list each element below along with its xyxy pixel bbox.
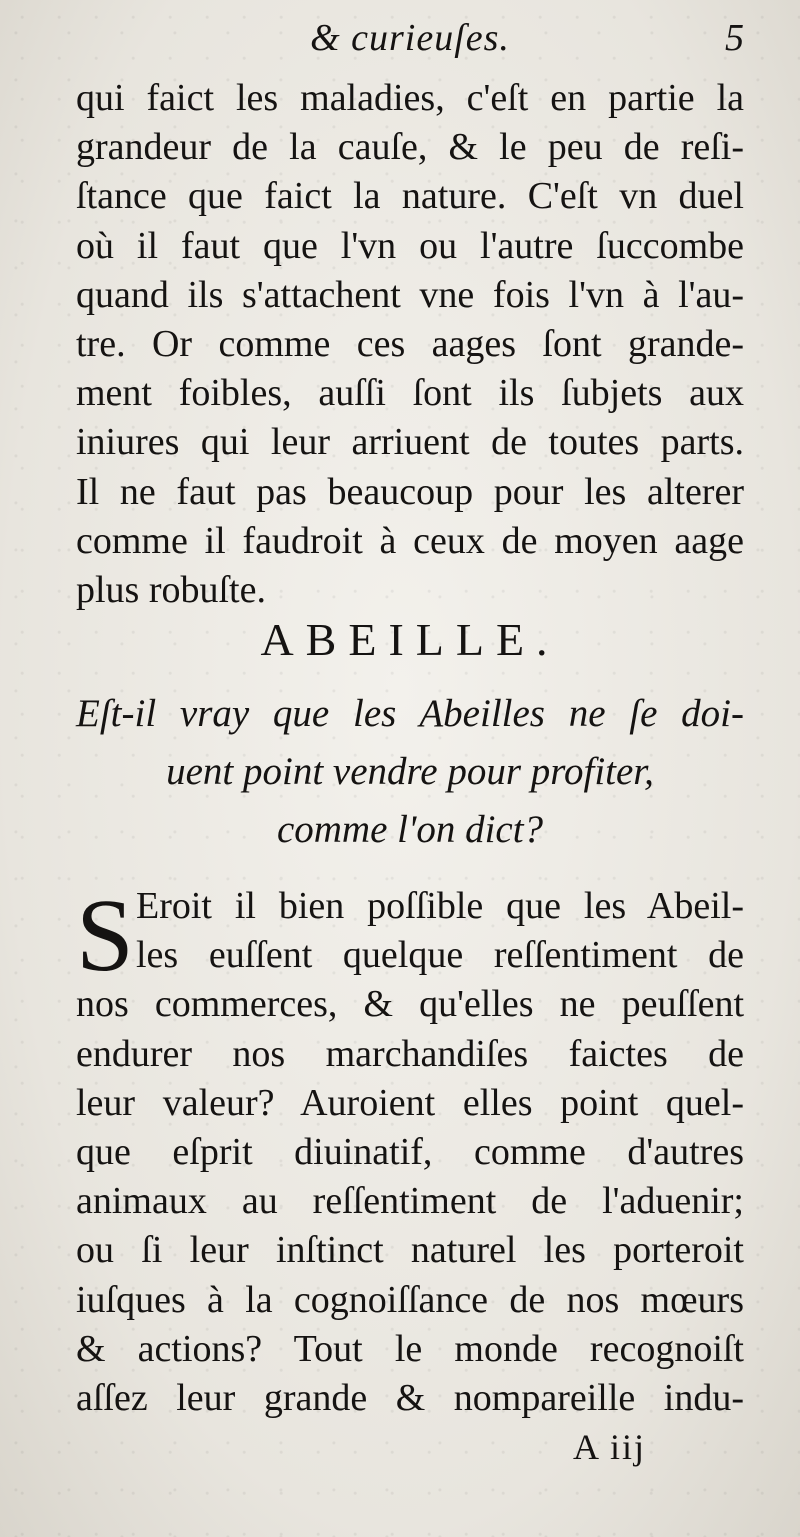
text-line: plus robuſte. xyxy=(76,568,266,611)
text-line: aſſez leur grande & nompareille indu- xyxy=(76,1376,744,1419)
text-line: qui faict les maladies, c'eſt en partie la xyxy=(76,77,744,119)
text-line: leur valeur? Auroient elles point quel- xyxy=(76,1081,744,1124)
drop-cap: S xyxy=(76,878,134,993)
signature-mark: A iij xyxy=(572,1427,646,1467)
answer-paragraph xyxy=(76,878,744,1423)
continuation-paragraph xyxy=(76,74,744,615)
text-line: iuſques à la cognoiſſance de nos mœurs xyxy=(76,1278,744,1321)
question-line: Eſt-il vray que les Abeilles ne ſe doi- xyxy=(76,692,744,735)
text-line: ſtance que faict la nature. C'eſt vn duel xyxy=(76,175,744,218)
section-question xyxy=(76,685,744,859)
page-header xyxy=(76,14,744,70)
text-line: tre. Or comme ces aages ſont grande- xyxy=(76,322,744,365)
text-line: grandeur de la cauſe, & le peu de reſi- xyxy=(76,126,744,169)
question-line: uent point vendre pour profiter, xyxy=(166,750,654,793)
text-line: endurer nos marchandiſes faictes de xyxy=(76,1032,744,1075)
text-line: animaux au reſſentiment de l'aduenir; xyxy=(76,1180,744,1223)
page-number: 5 xyxy=(725,17,744,59)
text-line: ment foibles, auſſi ſont ils ſubjets aux xyxy=(76,372,744,415)
text-line: & actions? Tout le monde recognoiſt xyxy=(76,1327,744,1370)
text-line: iniures qui leur arriuent de toutes parts. xyxy=(76,421,744,464)
text-line: Eroit il bien poſſible que les Abeil- xyxy=(136,885,744,927)
text-line: où il faut que l'vn ou l'autre ſuccombe xyxy=(76,224,744,267)
page-footer xyxy=(76,1426,744,1476)
text-line: que eſprit diuinatif, comme d'autres xyxy=(76,1130,744,1173)
text-line: ou ſi leur inſtinct naturel les porteroit xyxy=(76,1229,744,1272)
text-line: nos commerces, & qu'elles ne peuſſent xyxy=(76,983,744,1026)
text-line: Il ne faut pas beaucoup pour les alterer xyxy=(76,470,744,513)
running-title: & curieuſes. xyxy=(310,17,510,59)
question-line: comme l'on dict? xyxy=(276,808,544,851)
text-line: les euſſent quelque reſſentiment de xyxy=(136,934,744,977)
text-line: comme il faudroit à ceux de moyen aage xyxy=(76,519,744,562)
text-line: quand ils s'attachent vne fois l'vn à l'au- xyxy=(76,273,744,316)
section-heading: ABEILLE. xyxy=(260,614,560,665)
